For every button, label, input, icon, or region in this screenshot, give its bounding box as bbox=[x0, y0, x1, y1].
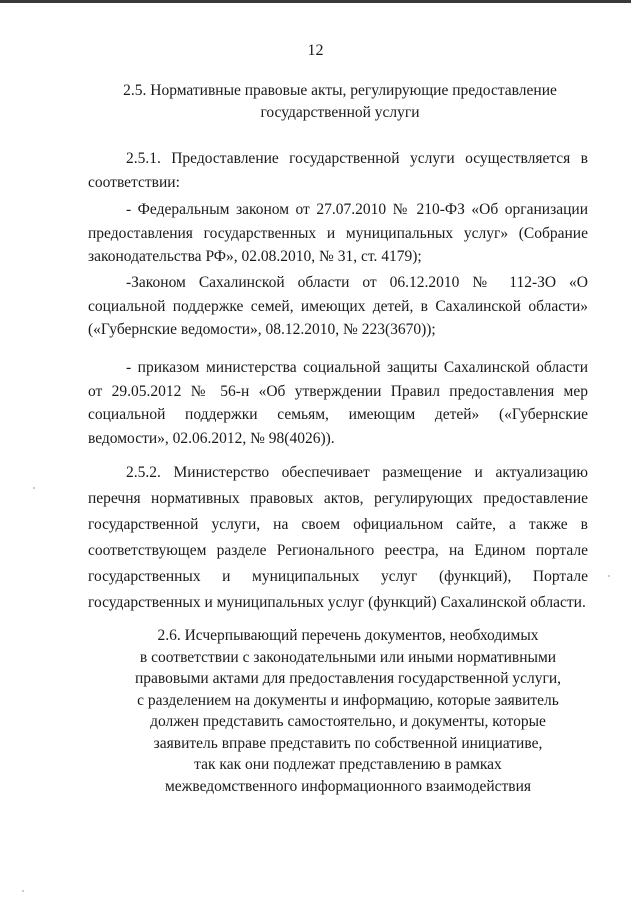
heading-line: 2.5. Нормативные правовые акты, регулирующие предоставление bbox=[123, 82, 557, 99]
list-item-regional-law: -Законом Сахалинской области от 06.12.2010 № 112-ЗО «О социальной поддержке семей, имеющих детей, в Сахалинской области» («Губернские ведомости», 08.12.2010, № 223(3670)); bbox=[88, 274, 588, 338]
heading-line: 2.6. Исчерпывающий перечень документов, необходимых bbox=[157, 627, 539, 644]
scan-speck bbox=[22, 890, 24, 892]
heading-line: государственной услуги bbox=[260, 104, 420, 121]
heading-line: межведомственного информационного взаимодействия bbox=[164, 777, 532, 795]
heading-line: так как они подлежат представлению в рамках bbox=[194, 756, 502, 773]
heading-line: заявитель вправе представить по собственной инициативе, bbox=[153, 734, 543, 752]
heading-line: должен представить самостоятельно, и документы, которые bbox=[150, 713, 546, 730]
paragraph-2-5-2: 2.5.2. Министерство обеспечивает размещение и актуализацию перечня нормативных правовых актов, регулирующих предоставление государственной услуги, на своем официальном сайте, а также в соответствующем разделе Регионального реестра, на Едином портале государственных и муниципальных услуг (функций), Портале государственных и муниципальных услуг (функций) Сахалинской области. bbox=[88, 464, 588, 611]
paragraph-2-5-1: 2.5.1. Предоставление государственной услуги осуществляется в соответствии: bbox=[88, 150, 588, 191]
scan-speck bbox=[608, 575, 610, 577]
section-2-6-heading bbox=[88, 625, 608, 797]
heading-line: в соответствии с законодательными или иными нормативными bbox=[139, 648, 557, 666]
heading-line: правовыми актами для предоставления государственной услуги, bbox=[134, 670, 562, 687]
scan-speck bbox=[33, 487, 35, 489]
page-number: 12 bbox=[307, 42, 324, 59]
list-item-ministry-order: - приказом министерства социальной защиты Сахалинской области от 29.05.2012 № 56-н «Об утверждении Правил предоставления мер социальной поддержки семьям, имеющим детей» («Губернские ведомости», 02.06.2012, № 98(4026)). bbox=[88, 359, 588, 447]
heading-line: с разделением на документы и информацию, которые заявитель bbox=[137, 691, 559, 709]
scan-edge-line bbox=[0, 0, 631, 3]
list-item-federal-law: - Федеральным законом от 27.07.2010 № 210-ФЗ «Об организации предоставления государственных и муниципальных услуг» (Собрание законодательства РФ», 02.08.2010, № 31, ст. 4179); bbox=[88, 201, 588, 265]
section-2-5-heading bbox=[70, 80, 610, 124]
